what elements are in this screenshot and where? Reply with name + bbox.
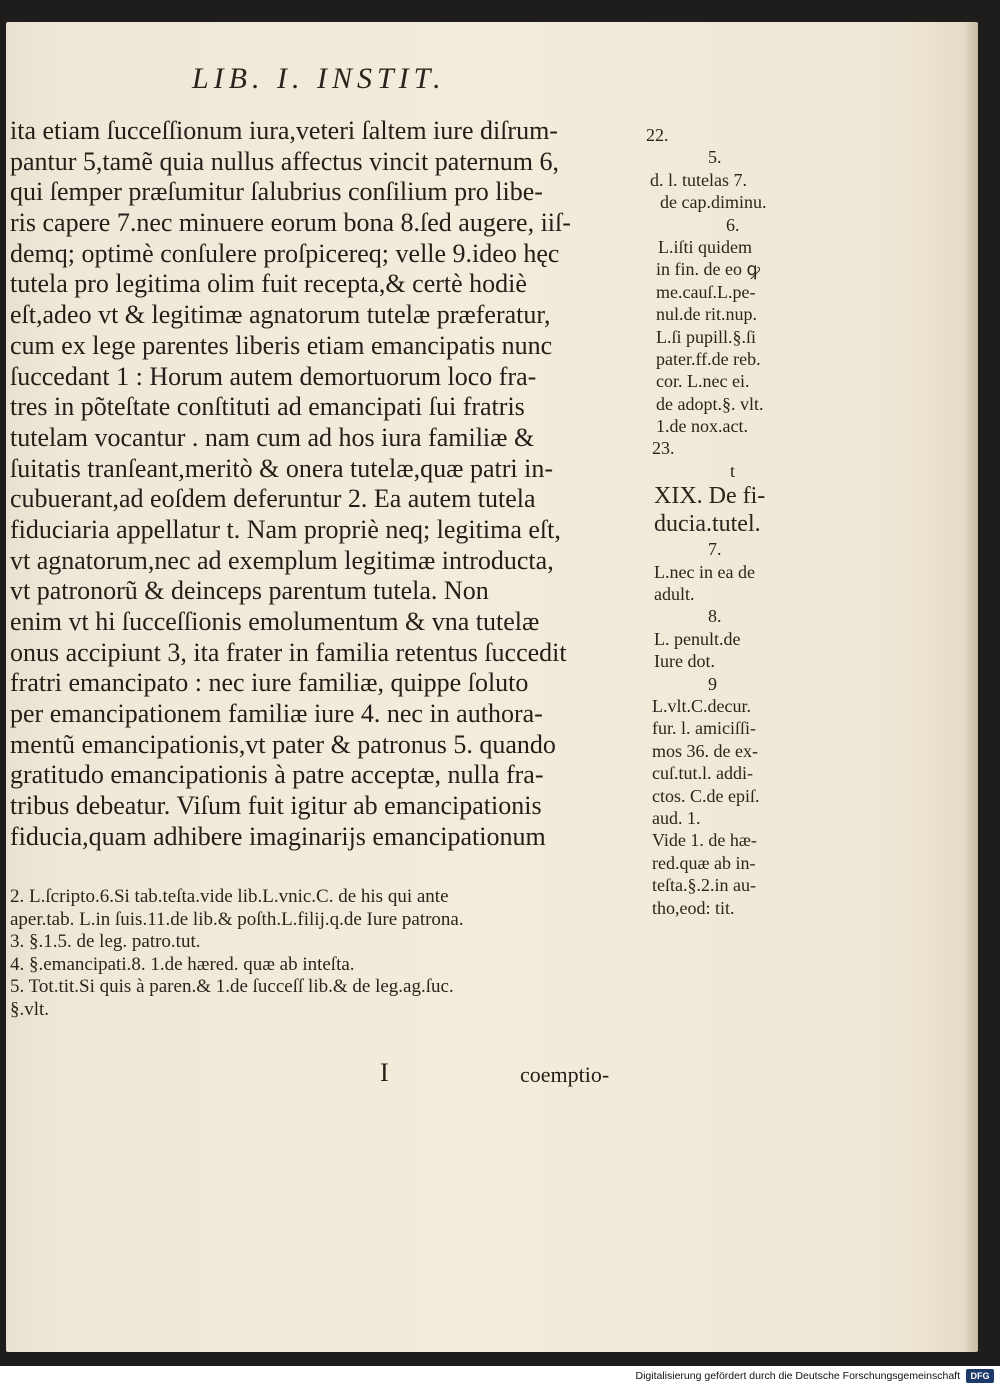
margin-note: L.vlt.C.decur. (652, 695, 751, 716)
margin-note: t (730, 460, 736, 481)
text-line: vt agnatorum,nec ad exemplum legitimæ introducta, (10, 545, 554, 575)
margin-note-heading: ducia.tutel. (654, 511, 761, 538)
page-bottom-line (0, 1058, 660, 1092)
text-line: cubuerant,ad eoſdem deferuntur 2. Ea autem tutela (10, 484, 536, 514)
margin-note: 1.de nox.act. (656, 416, 748, 437)
margin-note: cor. L.nec ei. (656, 371, 750, 392)
footnote-line: 4. §.emancipati.8. 1.de hæred. quæ ab inteſta. (10, 953, 355, 975)
text-line: cum ex lege parentes liberis etiam emancipatis nunc (10, 330, 553, 360)
footnote-line: 2. L.ſcripto.6.Si tab.teſta.vide lib.L.vnic.C. de his qui ante (10, 886, 449, 907)
margin-note: me.cauſ.L.pe- (656, 281, 756, 302)
text-line: tres in põteſtate conſtituti ad emancipati ſui fratris (10, 392, 525, 422)
text-line: fratri emancipato : nec iure familiæ, quippe ſoluto (10, 668, 529, 698)
page-edge-shadow (964, 22, 978, 1352)
margin-note: 7. (708, 539, 722, 560)
margin-note: L.nec in ea de (654, 561, 755, 582)
margin-note: L.iſti quidem (658, 236, 752, 257)
text-line: tutelam vocantur . nam cum ad hos iura familiæ & (10, 422, 535, 452)
margin-note-heading: XIX. De fi- (654, 483, 766, 510)
margin-notes (646, 124, 826, 919)
margin-note: in fin. de eo ꝙ (656, 259, 760, 280)
catchword: coemptio- (520, 1062, 610, 1087)
footnotes-block (10, 886, 650, 1022)
text-line: fiduciaria appellatur t. Nam propriè neq; legitima eſt, (10, 514, 561, 544)
digitization-footer (0, 1366, 1000, 1388)
text-line: eſt,adeo vt & legitimæ agnatorum tutelæ præferatur, (10, 300, 551, 330)
margin-note: teſta.§.2.in au- (652, 875, 756, 896)
margin-note: tho,eod: tit. (652, 897, 735, 918)
margin-note: red.quæ ab in- (652, 852, 756, 873)
margin-note: Vide 1. de hæ- (652, 830, 757, 851)
dfg-logo: DFG (966, 1369, 994, 1383)
margin-note: 8. (708, 606, 722, 627)
text-line: ſuitatis tranſeant,meritò & onera tutelæ,quæ patri in- (10, 453, 553, 483)
text-line: fiducia,quam adhibere imaginarijs emancipationum (10, 821, 546, 851)
margin-note: 9 (708, 673, 717, 694)
margin-note: nul.de rit.nup. (656, 304, 757, 325)
margin-note: mos 36. de ex- (652, 740, 758, 761)
text-line: pantur 5,tamẽ quia nullus affectus vincit paternum 6, (10, 146, 559, 176)
margin-note: 6. (726, 214, 740, 235)
text-line: vt patronorũ & deinceps parentum tutela. Non (10, 576, 489, 606)
margin-note: fur. l. amiciſſi- (652, 718, 756, 739)
text-line: ris capere 7.nec minuere eorum bona 8.ſed augere, iiſ- (10, 208, 571, 238)
margin-note: 5. (708, 147, 722, 168)
running-head: LIB. I. INSTIT. (192, 62, 446, 95)
margin-note: aud. 1. (652, 807, 701, 828)
text-line: enim vt hi ſucceſſionis emolumentum & vna tutelæ (10, 607, 540, 636)
footnote-line: 5. Tot.tit.Si quis à paren.& 1.de ſucceſſ lib.& de leg.ag.ſuc. (10, 976, 454, 998)
margin-note: 23. (652, 438, 675, 459)
text-line: ſuccedant 1 : Horum autem demortuorum loco fra- (10, 361, 537, 391)
margin-note: cuſ.tut.l. addi- (652, 763, 753, 784)
signature-mark: I (380, 1058, 389, 1087)
text-line: ita etiam ſucceſſionum iura,veteri ſaltem iure diſrum- (10, 116, 558, 145)
margin-note: L.ſi pupill.§.ſi (656, 326, 757, 347)
text-line: demq; optimè conſulere proſpicereq; velle 9.ideo hęc (10, 238, 560, 268)
text-line: onus accipiunt 3, ita frater in familia retentus ſuccedit (10, 637, 567, 667)
main-text-block (10, 116, 660, 853)
margin-note: pater.ff.de reb. (656, 348, 761, 369)
text-line: mentũ emancipationis,vt pater & patronus 5. quando (10, 729, 556, 759)
margin-note: L. penult.de (654, 628, 741, 649)
margin-note: adult. (654, 584, 695, 605)
margin-note: 22. (646, 125, 669, 145)
footer-credit-text: Digitalisierung gefördert durch die Deutsche Forschungsgemeinschaft (635, 1370, 960, 1382)
text-line: tribus debeatur. Viſum fuit igitur ab emancipationis (10, 791, 542, 821)
text-line: gratitudo emancipationis à patre acceptæ, nulla fra- (10, 760, 544, 790)
margin-note: de adopt.§. vlt. (656, 393, 764, 414)
margin-note: ctos. C.de epiſ. (652, 785, 760, 806)
footnote-line: 3. §.1.5. de leg. patro.tut. (10, 931, 201, 953)
text-line: per emancipationem familiæ iure 4. nec in authora- (10, 699, 543, 729)
text-line: qui ſemper præſumitur ſalubrius conſilium pro libe- (10, 177, 543, 207)
text-line: tutela pro legitima olim fuit recepta,& certè hodiè (10, 269, 527, 299)
footnote-line: §.vlt. (10, 998, 50, 1020)
footnote-line: aper.tab. L.in ſuis.11.de lib.& poſth.L.filij.q.de Iure patrona. (10, 908, 464, 930)
margin-note: de cap.diminu. (660, 192, 767, 213)
margin-note: Iure dot. (654, 651, 715, 672)
margin-note: d. l. tutelas 7. (650, 169, 747, 190)
